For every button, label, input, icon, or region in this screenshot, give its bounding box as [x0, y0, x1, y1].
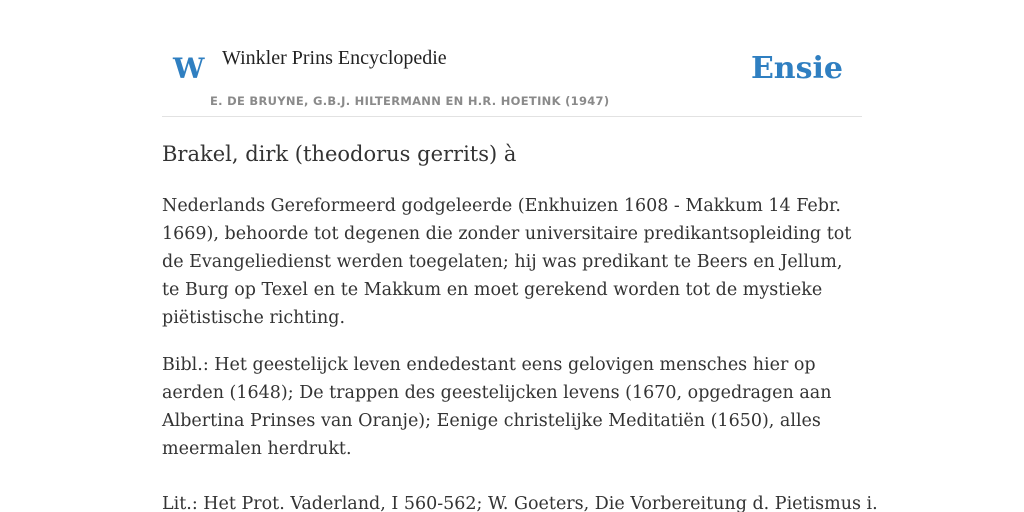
article-paragraph-description: Nederlands Gereformeerd godgeleerde (Enkhuizen 1608 - Makkum 14 Febr. 1669), behoorde tot degenen die zonder universitaire predikantsopleiding tot de Evangeliedienst werden toegelaten; hij was predikant te Beers en Jellum, te Burg op Texel en te Makkum en moet gerekend worden tot de mystieke piëtistische richting.	[162, 196, 852, 328]
ensie-brand-logo[interactable]: Ensie	[750, 51, 843, 86]
winkler-prins-logo[interactable]: W	[173, 52, 205, 85]
article-title: Brakel, dirk (theodorus gerrits) à	[162, 142, 517, 166]
article-paragraph-bibliography: Bibl.: Het geestelijck leven endedestant eens gelovigen mensches hier op aerden (1648); De trappen des geestelijcken levens (1670, opgedragen aan Albertina Prinses van Oranje); Eenige christelijke Meditatiën (1650), alles meermalen herdrukt.	[162, 355, 832, 459]
publication-authors: E. DE BRUYNE, G.B.J. HILTERMANN EN H.R. HOETINK (1947)	[210, 94, 610, 108]
site-header	[162, 0, 862, 117]
article	[162, 138, 878, 512]
article-paragraph-literature: Lit.: Het Prot. Vaderland, I 560-562; W. Goeters, Die Vorbereitung d. Pietismus i.	[162, 494, 878, 512]
publication-title[interactable]: Winkler Prins Encyclopedie	[222, 47, 447, 69]
